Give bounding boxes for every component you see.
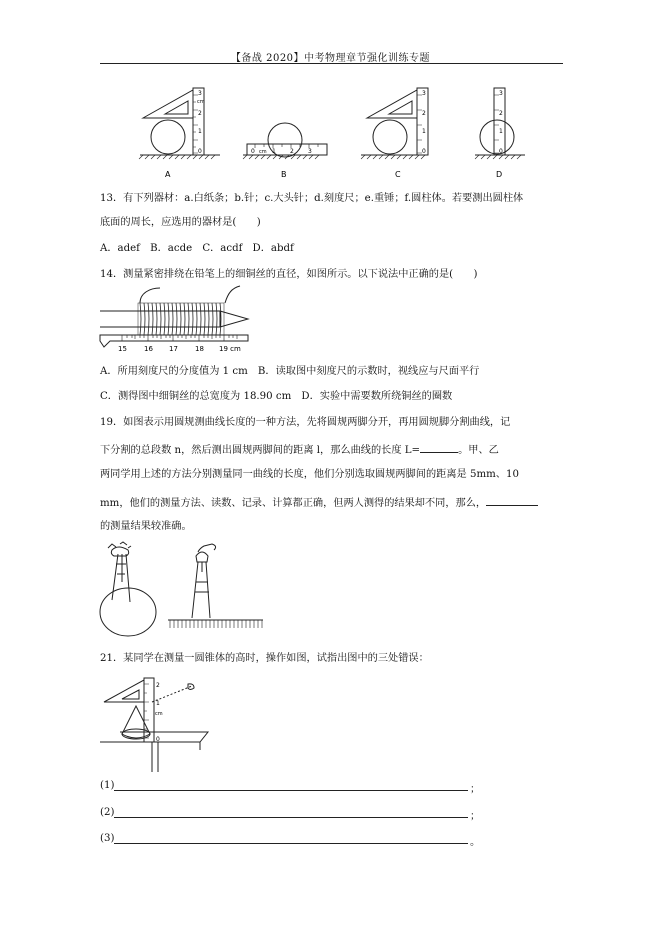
ruler-c-tick-3: 3 xyxy=(422,90,426,97)
ruler-label-19cm: 19 cm xyxy=(219,345,241,353)
q19-blank-length[interactable] xyxy=(420,442,458,453)
ruler-a-tick-1: 1 xyxy=(198,128,202,135)
answer-row-1 xyxy=(100,780,570,794)
figure1-label-a: A xyxy=(165,170,171,179)
ruler-b-tick-0: 0 xyxy=(251,148,255,155)
figure1-label-c: C xyxy=(395,170,401,179)
answer-end-3: 。 xyxy=(470,837,481,848)
q19-line-2-end: 。甲、乙 xyxy=(458,445,499,456)
answer-end-2: ； xyxy=(470,811,481,822)
ruler-a-tick-3: 3 xyxy=(198,90,202,97)
ruler-b-tick-2: 2 xyxy=(290,148,294,155)
figure-compass-measuring xyxy=(98,542,268,642)
q19-line-4-text: mm，他们的测量方法、读数、记录、计算都正确，但两人测得的结果却不同，那么， xyxy=(100,498,487,509)
ruler-a-tick-0: 0 xyxy=(198,148,202,155)
cone-ruler-tick-1: 1 xyxy=(156,700,160,707)
cone-ruler-unit: cm xyxy=(155,711,163,717)
ruler-c-tick-1: 1 xyxy=(422,128,426,135)
ruler-b-unit: cm xyxy=(259,149,267,155)
ruler-d-tick-0: 0 xyxy=(499,148,503,155)
q19-line-2 xyxy=(100,442,570,458)
ruler-a-unit: cm xyxy=(197,99,205,105)
q13-options: A．adef B．acde C．acdf D．abdf xyxy=(100,243,294,254)
ruler-c-tick-2: 2 xyxy=(422,110,426,117)
figure-circle-measurements xyxy=(135,85,435,185)
answer-blank-1[interactable] xyxy=(114,790,468,791)
answer-label-2: (2) xyxy=(100,807,115,818)
ruler-b-tick-3: 3 xyxy=(308,148,312,155)
answer-label-1: (1) xyxy=(100,780,115,791)
answer-label-3: (3) xyxy=(100,833,115,844)
answer-end-1: ； xyxy=(470,784,481,795)
answer-row-3 xyxy=(100,833,570,847)
ruler-a-tick-2: 2 xyxy=(198,110,202,117)
answer-blank-2[interactable] xyxy=(114,817,468,818)
q19-line-1: 19．如图表示用圆规测曲线长度的一种方法，先将圆规两脚分开，再用圆规脚分割曲线，记 xyxy=(100,417,511,428)
ruler-c-tick-0: 0 xyxy=(422,148,426,155)
q14-option-cd: C．测得图中细铜丝的总宽度为 18.90 cm D．实验中需要数所绕铜丝的圈数 xyxy=(100,391,453,402)
ruler-d-tick-1: 1 xyxy=(499,128,503,135)
q14-stem: 14．测量紧密排绕在铅笔上的细铜丝的直径，如图所示。以下说法中正确的是( ) xyxy=(100,269,478,280)
q21-stem: 21．某同学在测量一圆锥体的高时，操作如图，试指出图中的三处错误： xyxy=(100,653,429,664)
cone-ruler-tick-2: 2 xyxy=(156,682,160,689)
header-divider xyxy=(100,63,563,64)
ruler-label-18: 18 xyxy=(195,345,204,353)
page-header: 【备战 2020】中考物理章节强化训练专题 xyxy=(230,53,431,64)
answer-row-2 xyxy=(100,807,570,821)
ruler-label-17: 17 xyxy=(169,345,178,353)
figure-cone-height-measurement xyxy=(100,672,210,772)
figure1-label-d: D xyxy=(496,170,503,179)
figure1-label-b: B xyxy=(281,170,287,179)
cone-ruler-tick-0: 0 xyxy=(156,736,160,743)
q13-line-2: 底面的周长，应选用的器材是( ) xyxy=(100,217,261,228)
ruler-label-15: 15 xyxy=(118,345,127,353)
ruler-label-16: 16 xyxy=(144,345,153,353)
q19-line-2-start: 下分割的总段数 n，然后测出圆规两脚间的距离 l，那么曲线的长度 L= xyxy=(100,445,421,456)
q19-blank-person[interactable] xyxy=(486,495,538,506)
ruler-d-tick-3: 3 xyxy=(499,90,503,97)
q14-option-ab: A．所用刻度尺的分度值为 1 cm B．读取图中刻度尺的示数时，视线应与尺面平行 xyxy=(100,366,480,377)
q13-line-1: 13．有下列器材：a.白纸条；b.针；c.大头针；d.刻度尺；e.重锤；f.圆柱体。若要测出圆柱体 xyxy=(100,193,524,204)
q19-line-5: 的测量结果较准确。 xyxy=(100,521,192,532)
q19-line-3: 两同学用上述的方法分别测量同一曲线的长度，他们分别选取圆规两脚间的距离是 5mm、10 xyxy=(100,469,519,480)
figure-circle-measurement-d xyxy=(470,85,530,185)
ruler-b-tick-1: 1 xyxy=(272,148,276,155)
q19-line-4 xyxy=(100,495,570,511)
figure-copper-wire-coil xyxy=(100,283,260,358)
ruler-d-tick-2: 2 xyxy=(499,110,503,117)
answer-blank-3[interactable] xyxy=(114,843,468,844)
